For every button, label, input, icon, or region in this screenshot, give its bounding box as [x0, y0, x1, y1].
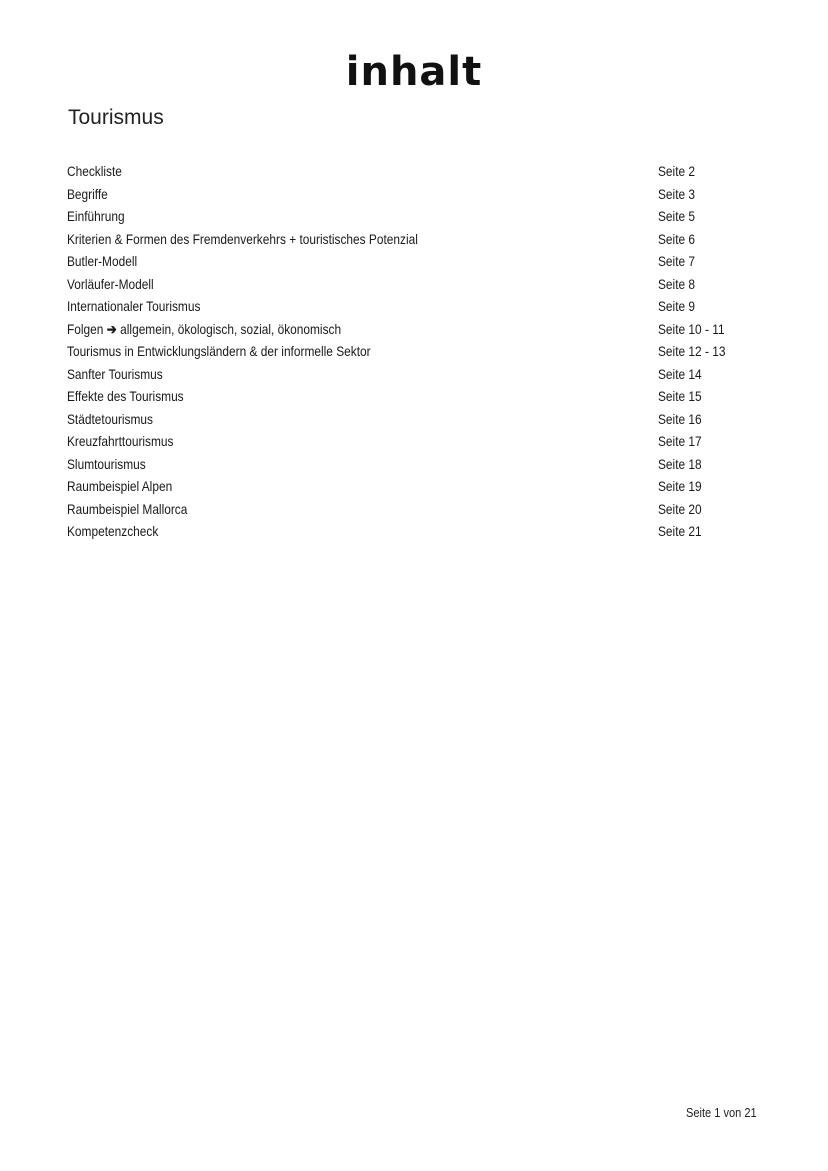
toc-entry-page: Seite 19 — [658, 478, 702, 494]
toc-entry-page: Seite 9 — [658, 298, 696, 314]
toc-entry-title-part: allgemein, ökologisch, sozial, ökonomisch — [120, 320, 342, 337]
toc-entry-title: Butler-Modell — [67, 253, 138, 269]
toc-entry-title: Raumbeispiel Mallorca — [67, 500, 188, 517]
right-arrow-icon: ➔ — [106, 320, 117, 337]
toc-entry[interactable] — [67, 318, 767, 341]
toc-entry[interactable] — [67, 250, 767, 273]
toc-entry-title: Einführung — [67, 208, 125, 224]
toc-entry-page: Seite 8 — [658, 275, 696, 292]
toc-entry[interactable] — [67, 228, 767, 251]
toc-entry-title: Städtetourismus — [67, 410, 153, 427]
toc-entry-title: Kreuzfahrttourismus — [67, 433, 174, 449]
toc-entry[interactable] — [67, 408, 767, 431]
toc-entry[interactable] — [67, 520, 767, 543]
toc-entry-title: Slumtourismus — [67, 455, 146, 472]
toc-entry-page: Seite 20 — [658, 500, 702, 517]
toc-entry-page: Seite 17 — [658, 433, 702, 449]
toc-entry[interactable] — [67, 160, 767, 183]
table-of-contents — [67, 160, 767, 543]
toc-entry-page: Seite 10 - 11 — [658, 320, 725, 337]
toc-entry[interactable] — [67, 295, 767, 318]
toc-entry[interactable] — [67, 205, 767, 228]
toc-entry[interactable] — [67, 475, 767, 498]
toc-entry[interactable] — [67, 183, 767, 206]
toc-entry-page: Seite 12 - 13 — [658, 343, 726, 359]
toc-entry-page: Seite 18 — [658, 455, 702, 472]
toc-entry-page: Seite 3 — [658, 185, 696, 202]
toc-entry-title: Vorläufer-Modell — [67, 275, 154, 292]
toc-entry-page: Seite 6 — [658, 230, 696, 247]
toc-entry-title: Begriffe — [67, 185, 108, 202]
toc-entry-title: Kompetenzcheck — [67, 523, 159, 539]
page-title: inhalt — [345, 49, 483, 95]
toc-entry-page: Seite 15 — [658, 388, 702, 404]
page-footer: Seite 1 von 21 — [686, 1105, 757, 1120]
toc-entry-page: Seite 21 — [658, 523, 702, 539]
toc-entry[interactable] — [67, 498, 767, 521]
toc-entry-title: Kriterien & Formen des Fremdenverkehrs + touristisches Potenzial — [67, 230, 418, 247]
toc-entry[interactable] — [67, 273, 767, 296]
toc-entry[interactable] — [67, 453, 767, 476]
toc-entry-title: Sanfter Tourismus — [67, 365, 163, 382]
toc-entry-title-part: Folgen — [67, 320, 104, 337]
toc-entry-title — [67, 318, 341, 341]
toc-entry-page: Seite 16 — [658, 410, 702, 427]
toc-entry-title: Tourismus in Entwicklungsländern & der informelle Sektor — [67, 343, 371, 359]
toc-entry-title: Internationaler Tourismus — [67, 298, 201, 314]
toc-entry[interactable] — [67, 340, 767, 363]
toc-entry-title: Checkliste — [67, 163, 122, 179]
section-heading: Tourismus — [68, 106, 164, 129]
toc-entry-page: Seite 5 — [658, 208, 696, 224]
toc-entry[interactable] — [67, 385, 767, 408]
toc-entry-title: Effekte des Tourismus — [67, 388, 184, 404]
toc-entry-page: Seite 2 — [658, 163, 696, 179]
toc-entry-title: Raumbeispiel Alpen — [67, 478, 173, 494]
toc-entry[interactable] — [67, 363, 767, 386]
toc-entry-page: Seite 7 — [658, 253, 696, 269]
toc-entry-page: Seite 14 — [658, 365, 702, 382]
toc-entry[interactable] — [67, 430, 767, 453]
